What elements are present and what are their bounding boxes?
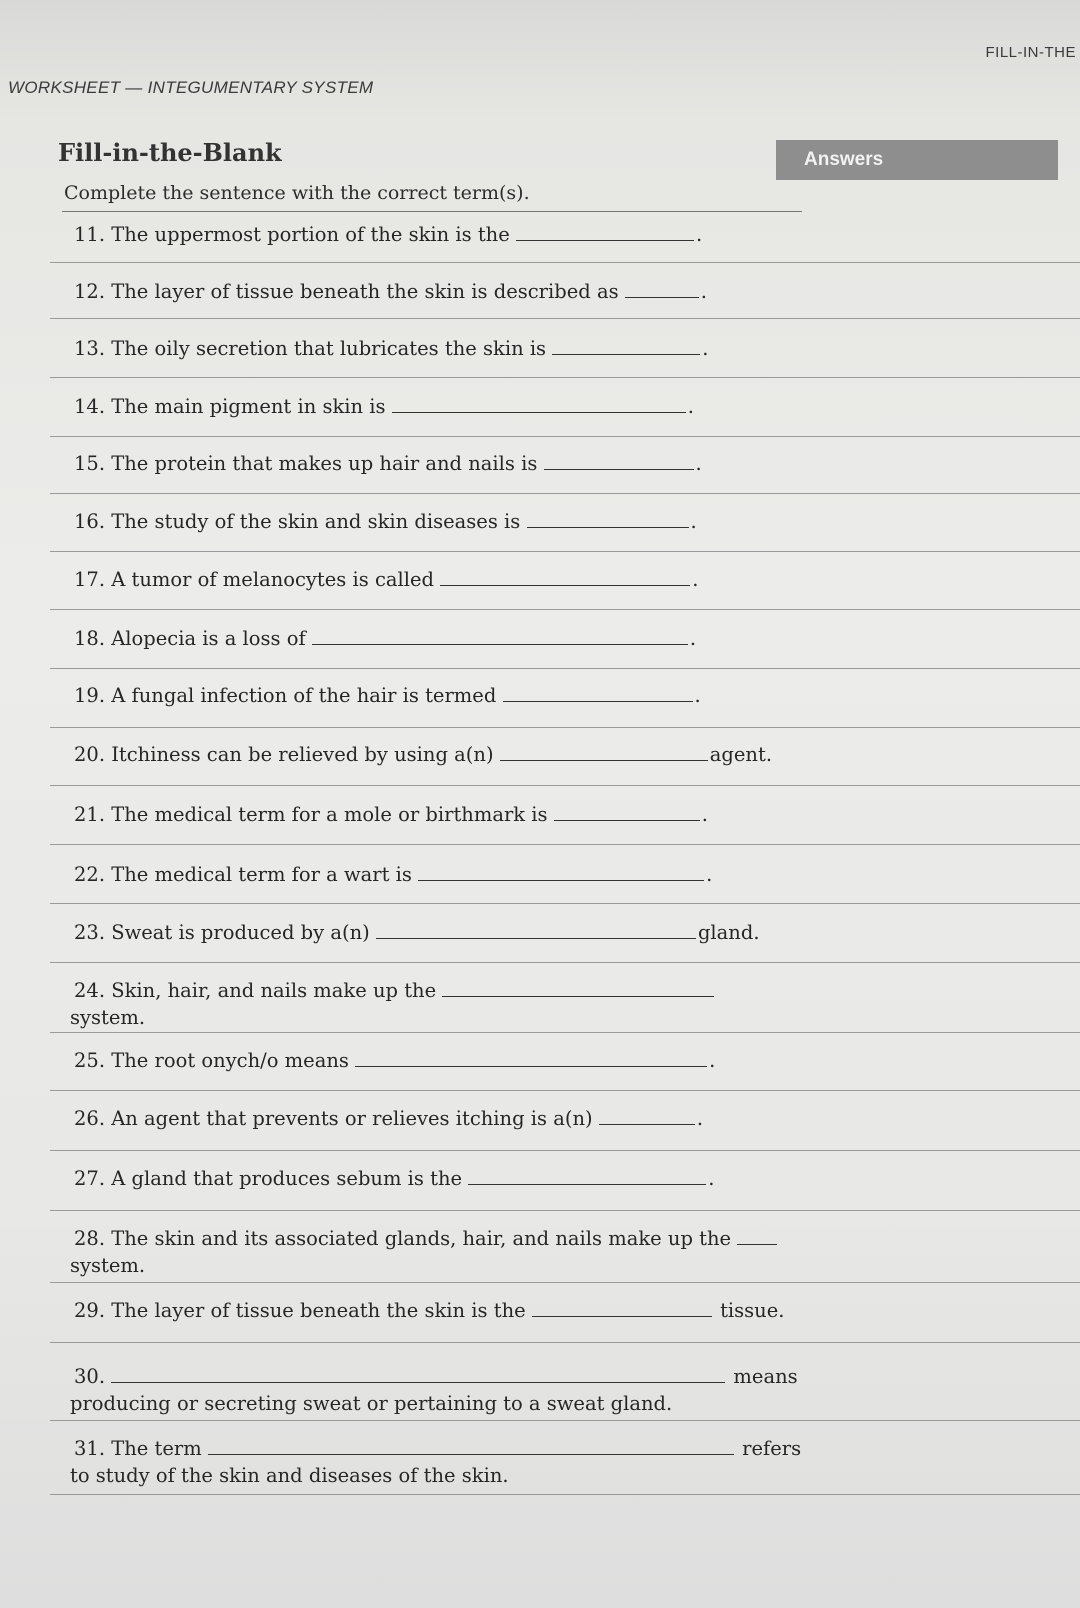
question-number: 26. <box>74 1107 106 1130</box>
question-tail: . <box>690 510 697 533</box>
answer-blank[interactable] <box>737 1226 777 1245</box>
question-tail: . <box>706 863 713 886</box>
question-14 <box>74 394 1034 418</box>
question-tail: means <box>733 1365 798 1388</box>
question-number: 14. <box>74 395 106 418</box>
question-16 <box>74 509 1034 533</box>
answer-blank[interactable] <box>418 862 704 881</box>
answers-header: Answers <box>776 140 1058 180</box>
question-number: 13. <box>74 337 106 360</box>
question-31 <box>70 1436 1034 1487</box>
question-11 <box>74 222 1034 246</box>
divider <box>50 668 1080 669</box>
divider <box>50 1282 1080 1283</box>
question-tail: . <box>687 395 694 418</box>
question-27 <box>74 1166 1034 1190</box>
divider <box>50 377 1080 378</box>
question-22 <box>74 862 1034 886</box>
question-number: 21. <box>74 803 106 826</box>
answer-blank[interactable] <box>312 626 688 645</box>
question-26 <box>74 1106 1034 1130</box>
question-tail: agent. <box>709 743 773 766</box>
answer-blank[interactable] <box>527 509 689 528</box>
divider <box>50 493 1080 494</box>
divider <box>62 211 802 212</box>
answer-blank[interactable] <box>355 1048 707 1067</box>
question-continuation: system. <box>70 1254 146 1277</box>
answer-blank[interactable] <box>111 1364 725 1383</box>
question-tail: . <box>708 1167 715 1190</box>
question-20 <box>74 742 1034 766</box>
answer-blank[interactable] <box>392 394 686 413</box>
divider <box>50 1032 1080 1033</box>
question-text: The uppermost portion of the skin is the <box>111 223 510 246</box>
answer-blank[interactable] <box>554 802 700 821</box>
divider <box>50 844 1080 845</box>
question-tail: refers <box>742 1437 802 1460</box>
question-number: 27. <box>74 1167 106 1190</box>
divider <box>50 609 1080 610</box>
answer-blank[interactable] <box>516 222 694 241</box>
answer-blank[interactable] <box>440 567 690 586</box>
answer-blank[interactable] <box>552 336 700 355</box>
divider <box>50 1342 1080 1343</box>
question-number: 19. <box>74 684 106 707</box>
question-text: The main pigment in skin is <box>111 395 386 418</box>
question-13 <box>74 336 1034 360</box>
question-text: A fungal infection of the hair is termed <box>111 684 497 707</box>
answer-blank[interactable] <box>599 1106 695 1125</box>
question-18 <box>74 626 1034 650</box>
divider <box>50 1420 1080 1421</box>
question-number: 23. <box>74 921 106 944</box>
question-12 <box>74 279 1034 303</box>
section-title: Fill-in-the-Blank <box>58 138 282 167</box>
question-17 <box>74 567 1034 591</box>
question-text: The root onych/o means <box>111 1049 349 1072</box>
question-21 <box>74 802 1034 826</box>
question-text: The layer of tissue beneath the skin is described as <box>111 280 619 303</box>
question-text: An agent that prevents or relieves itching is a(n) <box>111 1107 593 1130</box>
answer-blank[interactable] <box>503 683 693 702</box>
question-number: 28. <box>74 1227 106 1250</box>
divider <box>50 436 1080 437</box>
answer-blank[interactable] <box>468 1166 706 1185</box>
answer-blank[interactable] <box>442 978 714 997</box>
question-30 <box>70 1364 1034 1415</box>
question-text: Alopecia is a loss of <box>111 627 306 650</box>
question-tail: . <box>696 1107 704 1130</box>
divider <box>50 962 1080 963</box>
divider <box>50 1210 1080 1211</box>
question-tail: gland. <box>697 921 760 944</box>
question-text: The oily secretion that lubricates the skin is <box>111 337 547 360</box>
divider <box>50 1494 1080 1495</box>
question-29 <box>74 1298 1034 1322</box>
answer-blank[interactable] <box>532 1298 712 1317</box>
question-number: 12. <box>74 280 106 303</box>
question-tail: . <box>689 627 697 650</box>
question-tail: . <box>695 452 702 475</box>
question-number: 30. <box>74 1365 106 1388</box>
chapter-header: FILL-IN-THE <box>985 44 1076 61</box>
question-number: 31. <box>74 1437 106 1460</box>
question-number: 16. <box>74 510 106 533</box>
question-24 <box>70 978 1034 1029</box>
question-tail: . <box>694 684 701 707</box>
question-text: The layer of tissue beneath the skin is the <box>111 1299 526 1322</box>
answer-blank[interactable] <box>208 1436 734 1455</box>
question-text: Itchiness can be relieved by using a(n) <box>111 743 494 766</box>
question-tail: tissue. <box>720 1299 785 1322</box>
answer-blank[interactable] <box>625 279 699 298</box>
answer-blank[interactable] <box>544 451 694 470</box>
question-continuation: to study of the skin and diseases of the skin. <box>70 1464 509 1487</box>
question-tail: . <box>700 280 707 303</box>
divider <box>50 785 1080 786</box>
question-number: 15. <box>74 452 106 475</box>
question-number: 29. <box>74 1299 106 1322</box>
divider <box>50 318 1080 319</box>
worksheet-header: WORKSHEET — INTEGUMENTARY SYSTEM <box>8 78 374 97</box>
question-text: The medical term for a wart is <box>111 863 412 886</box>
question-28 <box>70 1226 1034 1277</box>
divider <box>50 551 1080 552</box>
question-number: 25. <box>74 1049 106 1072</box>
answer-blank[interactable] <box>500 742 708 761</box>
question-23 <box>74 920 1034 944</box>
question-text: The term <box>111 1437 202 1460</box>
question-text: Skin, hair, and nails make up the <box>111 979 437 1002</box>
question-tail: . <box>701 803 708 826</box>
question-continuation: producing or secreting sweat or pertaining to a sweat gland. <box>70 1392 673 1415</box>
question-text: The medical term for a mole or birthmark is <box>111 803 548 826</box>
question-text: The skin and its associated glands, hair, and nails make up the <box>111 1227 732 1250</box>
question-number: 24. <box>74 979 106 1002</box>
question-15 <box>74 451 1034 475</box>
question-number: 20. <box>74 743 106 766</box>
question-text: A gland that produces sebum is the <box>111 1167 463 1190</box>
question-tail: . <box>692 568 699 591</box>
question-19 <box>74 683 1034 707</box>
question-number: 22. <box>74 863 106 886</box>
question-tail: . <box>695 223 703 246</box>
divider <box>50 1090 1080 1091</box>
divider <box>50 262 1080 263</box>
answer-blank[interactable] <box>376 920 696 939</box>
question-text: Sweat is produced by a(n) <box>111 921 370 944</box>
divider <box>50 1150 1080 1151</box>
divider <box>50 727 1080 728</box>
question-25 <box>74 1048 1034 1072</box>
question-tail: . <box>709 1049 716 1072</box>
instructions: Complete the sentence with the correct term(s). <box>64 182 530 204</box>
question-tail: . <box>702 337 709 360</box>
divider <box>50 903 1080 904</box>
question-number: 18. <box>74 627 106 650</box>
question-number: 17. <box>74 568 106 591</box>
question-continuation: system. <box>70 1006 146 1029</box>
question-text: The study of the skin and skin diseases is <box>111 510 521 533</box>
question-text: A tumor of melanocytes is called <box>111 568 434 591</box>
question-text: The protein that makes up hair and nails is <box>111 452 538 475</box>
question-number: 11. <box>74 223 106 246</box>
